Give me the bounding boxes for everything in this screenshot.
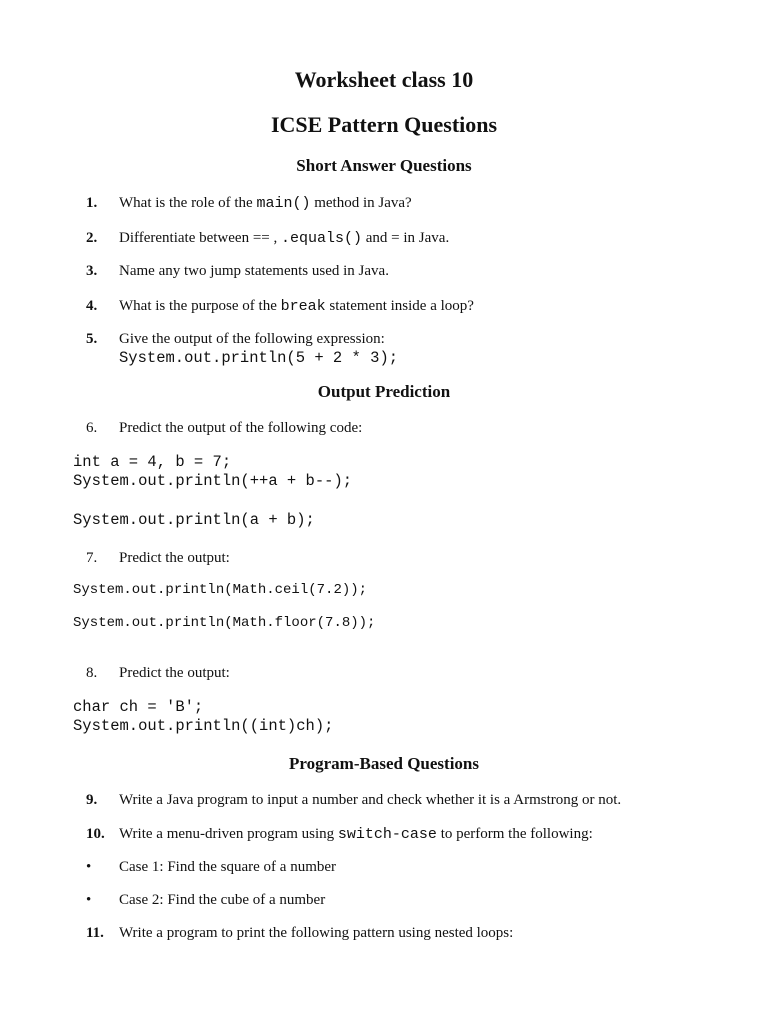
code-line: int a = 4, b = 7; xyxy=(73,453,232,471)
code-line: System.out.println(++a + b--); xyxy=(73,472,353,490)
question-number: 2. xyxy=(86,230,98,246)
question-number: 7. xyxy=(86,550,98,566)
code-line: System.out.println(a + b); xyxy=(73,511,315,529)
question-text: Write a menu-driven program using switch-case to perform the following: xyxy=(119,826,593,843)
question-number: 3. xyxy=(86,263,98,279)
section-heading-program-based: Program-Based Questions xyxy=(289,754,479,773)
bullet-text: Case 1: Find the square of a number xyxy=(119,859,337,875)
code-line: System.out.println((int)ch); xyxy=(73,717,334,735)
bullet-icon: • xyxy=(86,859,92,875)
question-text: Write a Java program to input a number and check whether it is a Armstrong or not. xyxy=(119,792,622,808)
code-line: System.out.println(Math.floor(7.8)); xyxy=(73,615,376,631)
question-number: 10. xyxy=(86,826,105,842)
code-snippet: System.out.println(5 + 2 * 3); xyxy=(119,349,399,367)
question-text: Name any two jump statements used in Java. xyxy=(119,263,389,279)
question-number: 8. xyxy=(86,665,98,681)
code-line: char ch = 'B'; xyxy=(73,698,204,716)
question-number: 6. xyxy=(86,420,98,436)
question-text: Give the output of the following expression: xyxy=(119,331,385,347)
page-subtitle: ICSE Pattern Questions xyxy=(270,112,498,137)
bullet-icon: • xyxy=(86,892,92,908)
section-heading-short-answer: Short Answer Questions xyxy=(296,156,472,175)
question-number: 4. xyxy=(86,298,98,314)
question-number: 9. xyxy=(86,792,98,808)
question-text: Write a program to print the following pattern using nested loops: xyxy=(119,925,514,941)
section-heading-output-prediction: Output Prediction xyxy=(317,382,451,401)
question-number: 11. xyxy=(86,925,104,941)
question-text: What is the purpose of the break statement inside a loop? xyxy=(119,298,474,315)
code-line: System.out.println(Math.ceil(7.2)); xyxy=(73,582,368,598)
question-text: Predict the output: xyxy=(119,550,230,566)
page-title: Worksheet class 10 xyxy=(294,67,474,92)
question-number: 1. xyxy=(86,195,98,211)
question-text: Predict the output: xyxy=(119,665,230,681)
question-number: 5. xyxy=(86,331,98,347)
question-text: Differentiate between == , .equals() and = in Java. xyxy=(119,230,450,247)
question-text: What is the role of the main() method in Java? xyxy=(119,195,412,212)
bullet-text: Case 2: Find the cube of a number xyxy=(119,892,326,908)
question-text: Predict the output of the following code: xyxy=(119,420,363,436)
